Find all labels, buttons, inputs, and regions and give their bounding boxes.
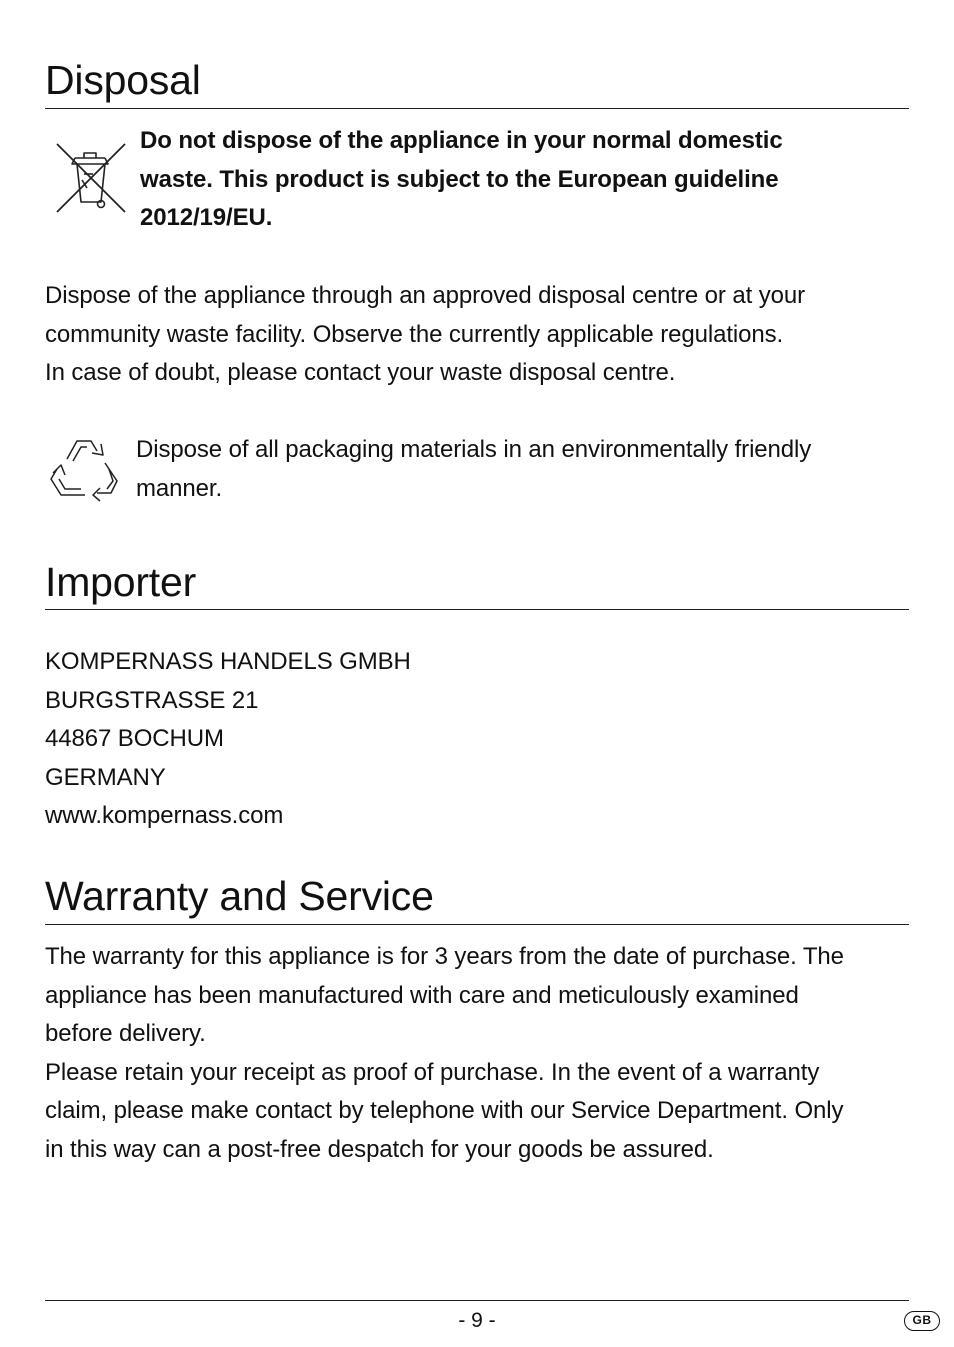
importer-heading: Importer — [45, 559, 197, 605]
packaging-line: Dispose of all packaging materials in an environmentally friendly — [136, 436, 812, 463]
address-country: GERMANY — [45, 763, 166, 791]
importer-heading-rule — [45, 609, 909, 610]
address-website: www.kompernass.com — [45, 802, 284, 829]
disposal-line: community waste facility. Observe the currently applicable regulations. — [45, 320, 784, 348]
weee-line: 2012/19/EU. — [140, 204, 273, 231]
warranty-text — [45, 938, 844, 1169]
disposal-heading-rule — [45, 108, 909, 109]
footer-rule — [45, 1300, 909, 1301]
disposal-line: In case of doubt, please contact your waste disposal centre. — [45, 359, 676, 386]
disposal-line: Dispose of the appliance through an approved disposal centre or at your — [45, 282, 806, 309]
warranty-line: The warranty for this appliance is for 3 years from the date of purchase. The — [45, 943, 844, 970]
recycling-arrows-icon — [45, 433, 125, 508]
warranty-heading: Warranty and Service — [45, 873, 434, 919]
page-number: - 9 - — [458, 1309, 496, 1332]
crossed-out-wheelie-bin-icon — [51, 138, 131, 218]
packaging-line: manner. — [136, 474, 223, 502]
warranty-line: Please retain your receipt as proof of purchase. In the event of a warranty — [45, 1058, 820, 1086]
weee-line: waste. This product is subject to the European guideline — [140, 165, 779, 193]
address-company: KOMPERNASS HANDELS GMBH — [45, 648, 411, 675]
warranty-line: claim, please make contact by telephone with our Service Department. Only — [45, 1097, 844, 1124]
disposal-instructions — [45, 277, 805, 393]
address-street: BURGSTRASSE 21 — [45, 686, 259, 714]
warranty-line: appliance has been manufactured with care and meticulously examined — [45, 981, 799, 1009]
language-badge: GB — [904, 1311, 940, 1331]
disposal-heading: Disposal — [45, 57, 201, 103]
weee-warning-text — [140, 122, 783, 238]
manual-page — [45, 0, 932, 1347]
address-city: 44867 BOCHUM — [45, 725, 224, 752]
warranty-heading-rule — [45, 924, 909, 925]
weee-line: Do not dispose of the appliance in your normal domestic — [140, 127, 783, 154]
importer-address — [45, 643, 411, 836]
warranty-line: in this way can a post-free despatch for your goods be assured. — [45, 1135, 714, 1163]
packaging-disposal-text — [136, 431, 811, 508]
warranty-line: before delivery. — [45, 1020, 206, 1047]
